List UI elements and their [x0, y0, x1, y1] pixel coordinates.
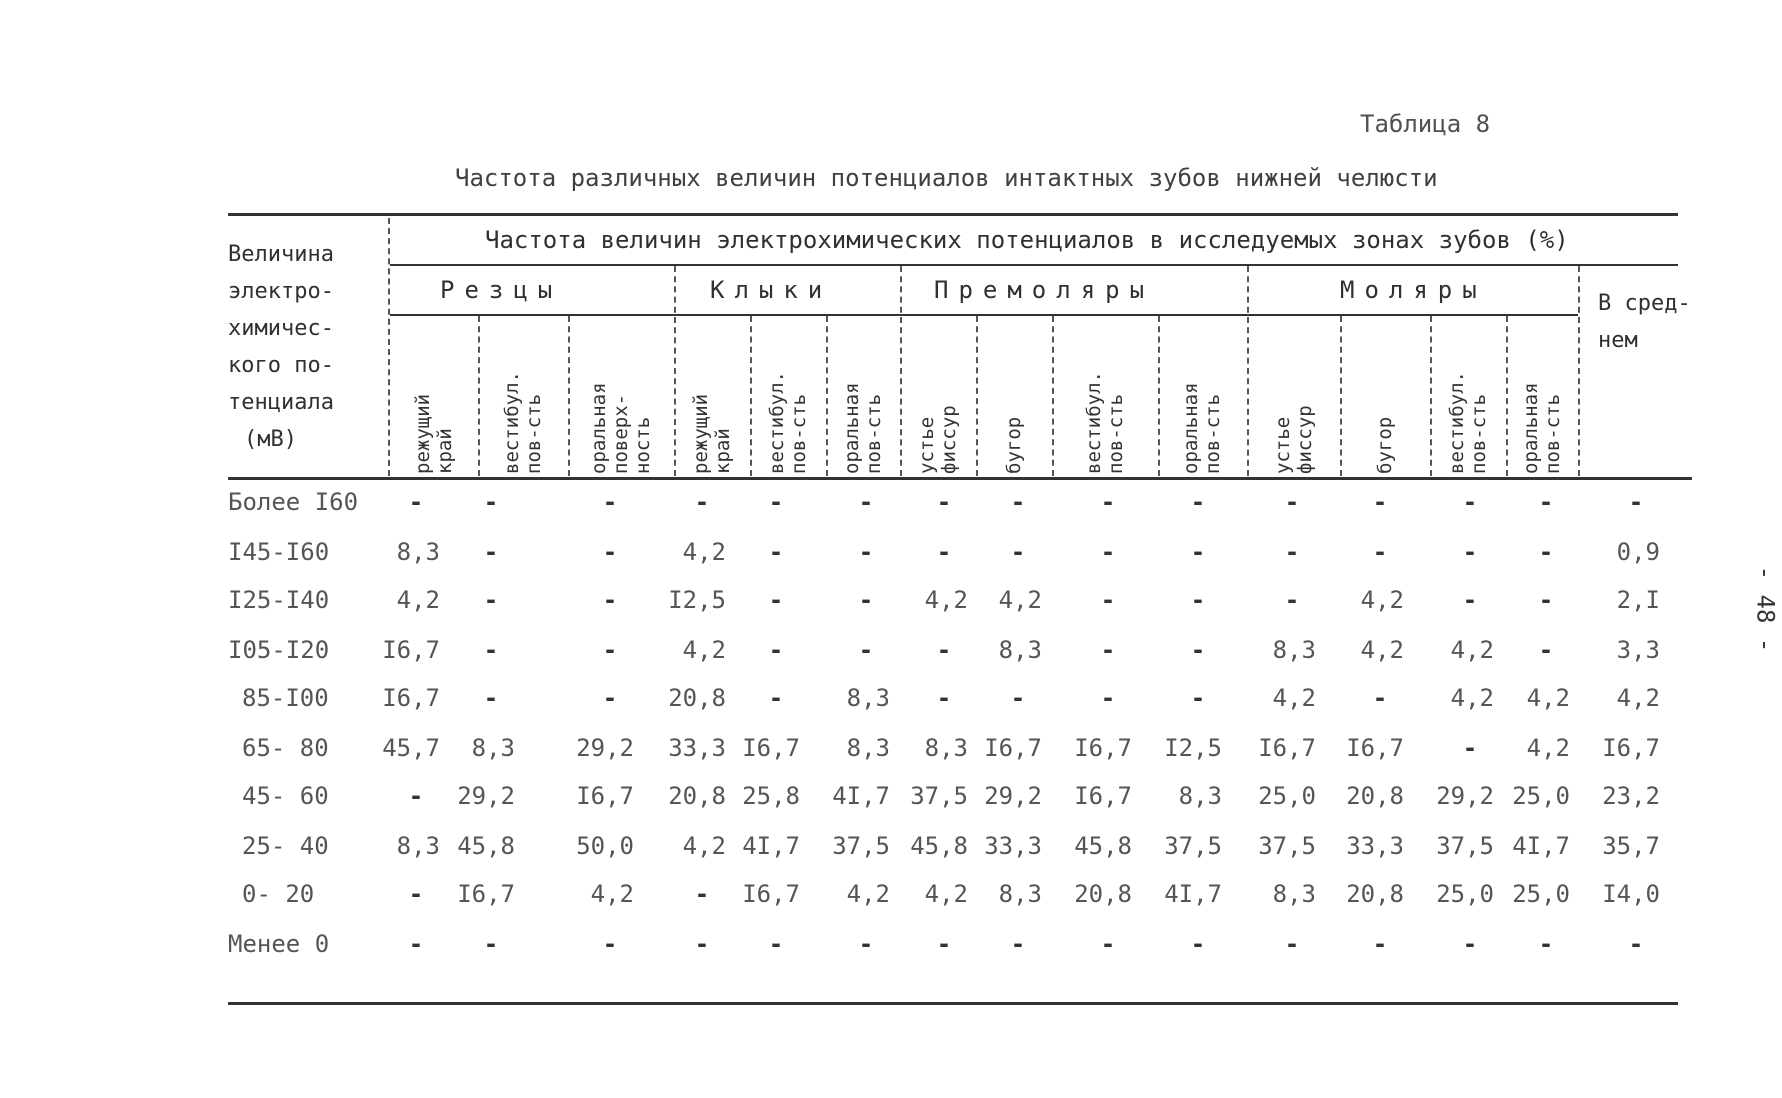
table-cell: -	[483, 488, 499, 516]
table-cell: 4,2	[682, 636, 726, 664]
subcolumn-heading-text	[501, 371, 545, 474]
table-cell: -	[858, 538, 874, 566]
table-cell: -	[936, 930, 952, 958]
table-cell: 4,2	[1450, 684, 1494, 712]
average-heading-line: нем	[1598, 328, 1638, 353]
table-cell: I6,7	[984, 734, 1042, 762]
subcolumn-heading-line: вестибул.	[766, 371, 788, 474]
table-cell: -	[936, 636, 952, 664]
subcolumn-heading-line: режущий	[412, 393, 434, 474]
subcolumn-heading	[1432, 316, 1504, 474]
table-cell: I4,0	[1602, 880, 1660, 908]
average-heading	[1598, 285, 1691, 359]
subcolumn-heading-line: бугор	[1003, 416, 1025, 474]
table-cell: -	[1190, 684, 1206, 712]
subcolumn-heading-line: ность	[632, 416, 654, 474]
subcolumn-heading-line: устье	[1272, 416, 1294, 474]
subcolumn-heading-line: оральная	[841, 382, 863, 474]
row-label: Более I60	[228, 488, 359, 516]
table-label: Таблица 8	[1360, 110, 1491, 138]
table-cell: -	[1100, 930, 1116, 958]
table-cell: 8,3	[924, 734, 968, 762]
table-cell: -	[1538, 488, 1554, 516]
table-cell: 8,3	[1178, 782, 1222, 810]
table-cell: -	[1190, 586, 1206, 614]
table-cell: 45,8	[1074, 832, 1132, 860]
table-cell: -	[1190, 930, 1206, 958]
table-cell: -	[858, 586, 874, 614]
table-cell: 29,2	[576, 734, 634, 762]
table-cell: 37,5	[1164, 832, 1222, 860]
table-cell: I6,7	[742, 734, 800, 762]
table-cell: -	[768, 930, 784, 958]
table-cell: -	[1628, 488, 1644, 516]
table-cell: -	[858, 930, 874, 958]
page-number: - 48 -	[1751, 565, 1780, 653]
subcolumn-heading-line: пов-сть	[523, 393, 545, 474]
stub-heading-line: Величина	[228, 242, 334, 267]
table-cell: -	[1372, 684, 1388, 712]
subcolumn-heading-line: оральная	[1520, 382, 1542, 474]
table-cell: -	[1538, 636, 1554, 664]
subcolumn-heading-text	[1520, 382, 1564, 474]
table-cell: I6,7	[1074, 734, 1132, 762]
table-cell: I6,7	[382, 636, 440, 664]
table-cell: 20,8	[668, 684, 726, 712]
row-label: 85-I00	[242, 684, 329, 712]
table-cell: -	[1372, 930, 1388, 958]
table-cell: -	[1284, 488, 1300, 516]
table-cell: 8,3	[846, 684, 890, 712]
table-cell: -	[602, 586, 618, 614]
table-cell: -	[408, 930, 424, 958]
subcolumn-heading	[570, 316, 672, 474]
group-heading-premolyary: Премоляры	[934, 276, 1155, 304]
row-label: Менее 0	[228, 930, 330, 958]
table-cell: 4,2	[1272, 684, 1316, 712]
table-cell: 0,9	[1616, 538, 1660, 566]
average-heading-line: В сред-	[1598, 291, 1691, 316]
table-cell: 35,7	[1602, 832, 1660, 860]
table-cell: -	[408, 782, 424, 810]
subcolumn-heading-line: фиссур	[938, 405, 960, 474]
table-cell: -	[694, 488, 710, 516]
stub-heading-line: кого по-	[228, 353, 334, 378]
subcolumn-heading-text	[1272, 405, 1316, 474]
subcolumn-heading-line: пов-сть	[1105, 393, 1127, 474]
table-cell: 20,8	[1346, 880, 1404, 908]
subcolumn-heading-line: бугор	[1374, 416, 1396, 474]
table-cell: -	[602, 636, 618, 664]
subcolumn-heading-line: оральная	[1180, 382, 1202, 474]
table-cell: I6,7	[382, 684, 440, 712]
subcolumn-heading-line: фиссур	[1294, 405, 1316, 474]
table-cell: 4,2	[682, 832, 726, 860]
group-heading-klyki: Клыки	[710, 276, 833, 304]
subcolumn-heading-line: край	[712, 428, 734, 474]
subcolumn-heading-text	[690, 394, 734, 474]
table-cell: -	[1100, 586, 1116, 614]
table-cell: 8,3	[471, 734, 515, 762]
subcolumn-heading	[1160, 316, 1244, 474]
row-label: 65- 80	[242, 734, 329, 762]
group-separator-molyary	[1247, 266, 1249, 476]
table-cell: -	[768, 586, 784, 614]
table-cell: 4,2	[1360, 636, 1404, 664]
table-cell: 4,2	[924, 586, 968, 614]
group-heading-rezcy: Резцы	[440, 276, 563, 304]
table-cell: 8,3	[846, 734, 890, 762]
table-cell: -	[602, 538, 618, 566]
table-cell: 4,2	[1526, 734, 1570, 762]
subcolumn-heading-line: поверх-	[610, 393, 632, 474]
subcolumn-heading-text	[766, 371, 810, 474]
table-cell: 4,2	[846, 880, 890, 908]
table-cell: 37,5	[1436, 832, 1494, 860]
table-cell: I6,7	[1346, 734, 1404, 762]
table-cell: 20,8	[1074, 880, 1132, 908]
table-cell: 33,3	[1346, 832, 1404, 860]
table-cell: I2,5	[1164, 734, 1222, 762]
table-cell: -	[602, 488, 618, 516]
table-cell: 29,2	[1436, 782, 1494, 810]
stub-heading-line: тенциала	[228, 390, 334, 415]
table-cell: I6,7	[457, 880, 515, 908]
subcolumn-heading-text	[1083, 371, 1127, 474]
subcolumn-heading	[1054, 316, 1156, 474]
table-cell: 45,8	[457, 832, 515, 860]
subcolumn-heading	[1342, 316, 1428, 474]
table-cell: -	[768, 636, 784, 664]
row-label: 45- 60	[242, 782, 329, 810]
table-cell: -	[936, 488, 952, 516]
group-heading-molyary: Моляры	[1340, 276, 1487, 304]
subcolumn-heading-text	[588, 382, 654, 474]
table-cell: -	[1538, 930, 1554, 958]
subcolumn-heading-line: вестибул.	[1083, 371, 1105, 474]
subcolumn-heading-line: пов-сть	[1202, 393, 1224, 474]
subcolumn-heading-line: режущий	[690, 393, 712, 474]
table-cell: 8,3	[396, 832, 440, 860]
table-cell: -	[1100, 538, 1116, 566]
table-cell: 4,2	[682, 538, 726, 566]
table-cell: 23,2	[1602, 782, 1660, 810]
table-cell: -	[602, 930, 618, 958]
stub-heading-line: химичес-	[228, 316, 334, 341]
subcolumn-heading	[828, 316, 898, 474]
table-cell: 4I,7	[1164, 880, 1222, 908]
table-cell: -	[483, 586, 499, 614]
subcolumn-heading-line: вестибул.	[501, 371, 523, 474]
table-cell: 37,5	[1258, 832, 1316, 860]
table-cell: 20,8	[668, 782, 726, 810]
table-cell: 8,3	[396, 538, 440, 566]
subcolumn-heading-text	[1003, 417, 1025, 474]
table-cell: -	[483, 684, 499, 712]
row-label: I25-I40	[228, 586, 330, 614]
table-cell: 3,3	[1616, 636, 1660, 664]
table-cell: I6,7	[1074, 782, 1132, 810]
table-cell: -	[483, 538, 499, 566]
table-cell: -	[1462, 488, 1478, 516]
table-cell: 45,7	[382, 734, 440, 762]
table-cell: -	[1100, 488, 1116, 516]
table-cell: 29,2	[457, 782, 515, 810]
table-cell: -	[1538, 586, 1554, 614]
table-cell: -	[1462, 538, 1478, 566]
table-cell: -	[1462, 586, 1478, 614]
table-title: Частота различных величин потенциалов интактных зубов нижней челюсти	[455, 164, 1438, 192]
spanner-rule	[390, 264, 1678, 266]
table-cell: -	[408, 488, 424, 516]
table-cell: -	[1284, 930, 1300, 958]
subcolumn-heading	[752, 316, 824, 474]
table-cell: 4,2	[1450, 636, 1494, 664]
stub-heading	[228, 236, 368, 458]
header-bottom-rule	[228, 477, 1692, 480]
subcolumn-heading-text	[1446, 371, 1490, 474]
table-cell: 4I,7	[1512, 832, 1570, 860]
subcolumn-heading-line: пов-сть	[863, 393, 885, 474]
table-cell: -	[602, 684, 618, 712]
table-cell: I6,7	[742, 880, 800, 908]
subcolumn-heading-text	[412, 394, 456, 474]
table-cell: -	[408, 880, 424, 908]
table-cell: -	[1010, 538, 1026, 566]
subcolumn-heading-line: устье	[916, 416, 938, 474]
table-cell: 4,2	[1616, 684, 1660, 712]
subcolumn-heading-line: край	[434, 428, 456, 474]
table-cell: -	[858, 636, 874, 664]
subcolumn-heading-text	[1374, 417, 1396, 474]
stub-separator	[388, 218, 390, 476]
table-cell: 25,0	[1512, 782, 1570, 810]
table-cell: 25,8	[742, 782, 800, 810]
subcolumn-heading	[676, 316, 748, 474]
table-cell: I6,7	[1258, 734, 1316, 762]
row-label: 25- 40	[242, 832, 329, 860]
table-cell: -	[1284, 538, 1300, 566]
subcolumn-heading-text	[841, 382, 885, 474]
subcolumn-heading-text	[916, 405, 960, 474]
table-cell: -	[1462, 734, 1478, 762]
subcolumn-heading	[392, 316, 476, 474]
subcolumn-heading-text	[1180, 382, 1224, 474]
table-cell: -	[768, 488, 784, 516]
table-cell: 4,2	[590, 880, 634, 908]
top-rule	[228, 213, 1678, 216]
group-separator-average	[1578, 266, 1580, 476]
row-label: 0- 20	[242, 880, 315, 908]
table-cell: 45,8	[910, 832, 968, 860]
table-cell: -	[694, 930, 710, 958]
table-cell: -	[1372, 538, 1388, 566]
table-cell: -	[483, 636, 499, 664]
subcolumn-heading-line: пов-сть	[788, 393, 810, 474]
table-cell: 8,3	[998, 636, 1042, 664]
table-cell: -	[1372, 488, 1388, 516]
table-cell: 8,3	[1272, 880, 1316, 908]
table-cell: -	[1190, 488, 1206, 516]
table-cell: 20,8	[1346, 782, 1404, 810]
table-cell: -	[1190, 538, 1206, 566]
subcolumn-heading	[978, 316, 1050, 474]
table-cell: -	[1190, 636, 1206, 664]
subcolumn-heading	[1250, 316, 1338, 474]
table-cell: -	[1628, 930, 1644, 958]
stub-heading-line: (мВ)	[244, 427, 297, 452]
table-cell: -	[768, 538, 784, 566]
table-cell: -	[1284, 586, 1300, 614]
table-cell: -	[1538, 538, 1554, 566]
table-cell: -	[1100, 636, 1116, 664]
table-cell: 4,2	[924, 880, 968, 908]
table-cell: 25,0	[1512, 880, 1570, 908]
stub-heading-line: электро-	[228, 279, 334, 304]
subcolumn-heading	[902, 316, 974, 474]
table-cell: 37,5	[832, 832, 890, 860]
table-cell: 4,2	[998, 586, 1042, 614]
table-cell: 29,2	[984, 782, 1042, 810]
row-label: I45-I60	[228, 538, 330, 566]
table-cell: -	[694, 880, 710, 908]
table-cell: 50,0	[576, 832, 634, 860]
subcolumn-heading-line: пов-сть	[1468, 393, 1490, 474]
subcolumn-heading-line: вестибул.	[1446, 371, 1468, 474]
table-cell: -	[768, 684, 784, 712]
table-cell: 37,5	[910, 782, 968, 810]
table-cell: 4,2	[396, 586, 440, 614]
subcolumn-heading-line: оральная	[588, 382, 610, 474]
table-cell: -	[1100, 684, 1116, 712]
subcolumn-heading	[480, 316, 566, 474]
table-cell: 4I,7	[832, 782, 890, 810]
table-cell: I6,7	[1602, 734, 1660, 762]
table-cell: 33,3	[984, 832, 1042, 860]
table-cell: -	[936, 538, 952, 566]
spanner-heading: Частота величин электрохимических потенциалов в исследуемых зонах зубов (%)	[485, 226, 1569, 254]
table-cell: I2,5	[668, 586, 726, 614]
table-cell: -	[858, 488, 874, 516]
table-cell: -	[483, 930, 499, 958]
table-cell: 8,3	[1272, 636, 1316, 664]
subcolumn-heading-line: пов-сть	[1542, 393, 1564, 474]
table-cell: I6,7	[576, 782, 634, 810]
table-cell: -	[1010, 930, 1026, 958]
table-cell: 25,0	[1258, 782, 1316, 810]
row-label: I05-I20	[228, 636, 330, 664]
table-cell: -	[1010, 488, 1026, 516]
subcolumn-heading	[1508, 316, 1576, 474]
table-cell: 4,2	[1526, 684, 1570, 712]
table-cell: 4,2	[1360, 586, 1404, 614]
table-cell: -	[936, 684, 952, 712]
table-cell: 33,3	[668, 734, 726, 762]
table-cell: 25,0	[1436, 880, 1494, 908]
bottom-rule	[228, 1002, 1678, 1005]
table-cell: -	[1010, 684, 1026, 712]
table-cell: 8,3	[998, 880, 1042, 908]
table-cell: 2,I	[1616, 586, 1660, 614]
table-cell: -	[1462, 930, 1478, 958]
table-cell: 4I,7	[742, 832, 800, 860]
